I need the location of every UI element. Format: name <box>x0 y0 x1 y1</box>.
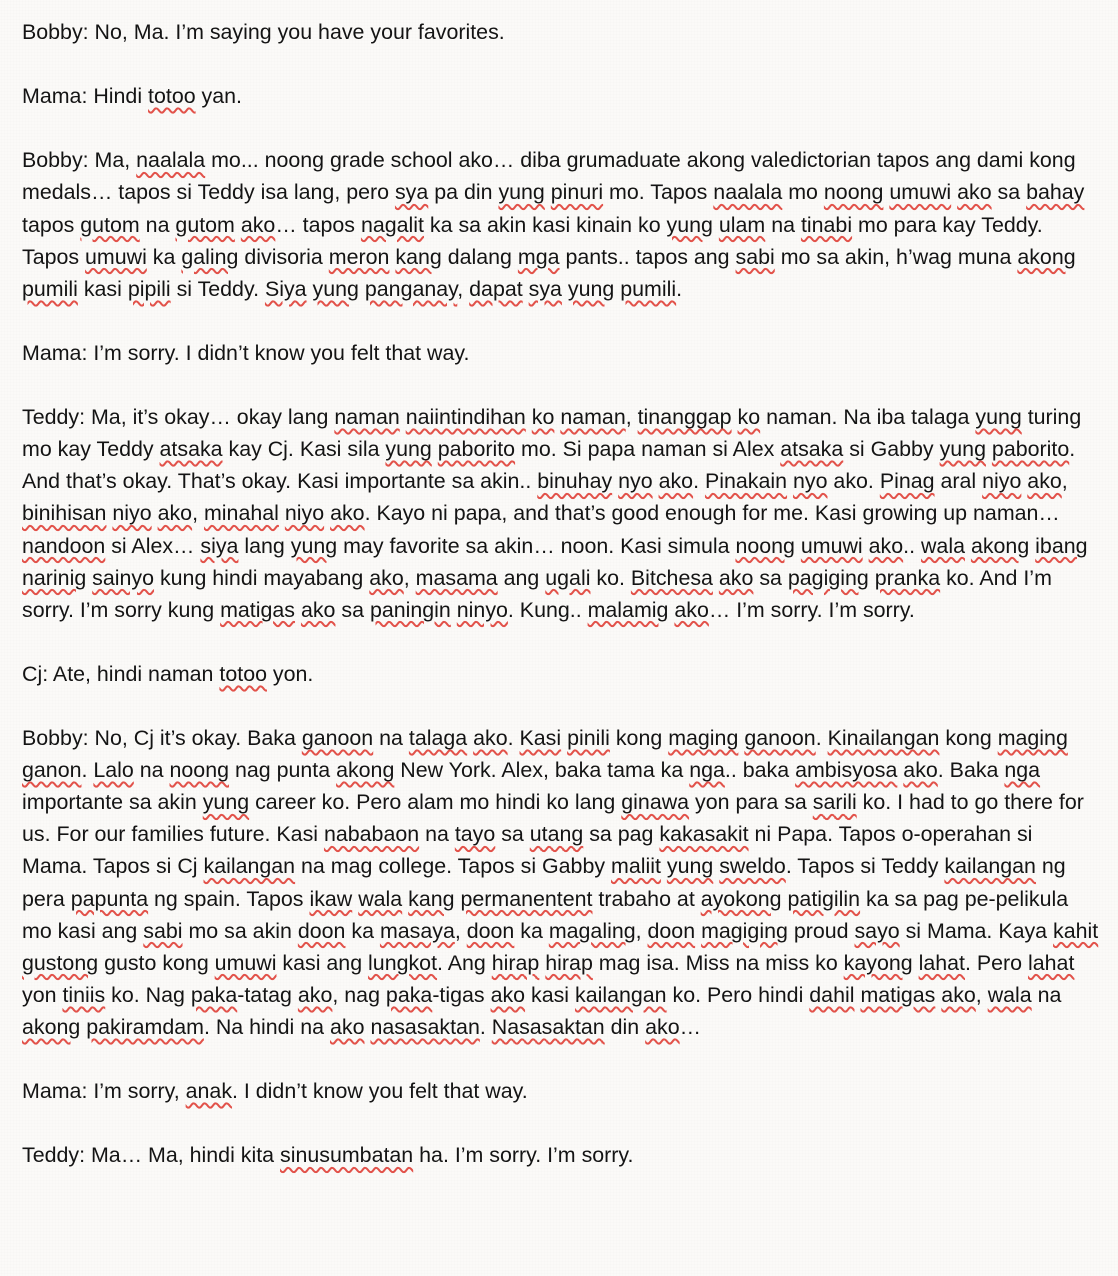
misspelled-word[interactable]: sya <box>528 276 562 301</box>
misspelled-word[interactable]: ako <box>1027 469 1062 494</box>
misspelled-word[interactable]: sarili <box>812 790 857 815</box>
misspelled-word[interactable]: paka <box>190 982 238 1007</box>
misspelled-word[interactable]: masaya <box>379 918 455 943</box>
misspelled-word[interactable]: minahal <box>203 501 279 526</box>
misspelled-word[interactable]: binuhay <box>537 469 613 494</box>
misspelled-word[interactable]: paningin <box>369 597 451 622</box>
misspelled-word[interactable]: ugali <box>545 565 591 590</box>
line-speaker: Bobby <box>22 148 83 173</box>
dialogue-line: Teddy: Ma… Ma, hindi kita sinusumbatan ha. I’m sorry. I’m sorry. <box>22 1143 634 1168</box>
misspelled-word[interactable]: maging <box>997 726 1068 751</box>
misspelled-word[interactable]: doon <box>297 918 346 943</box>
misspelled-word[interactable]: lahat <box>1028 950 1075 975</box>
misspelled-word[interactable]: totoo <box>219 661 267 686</box>
misspelled-word[interactable]: doon <box>466 918 515 943</box>
misspelled-word[interactable]: akong <box>22 1014 81 1039</box>
misspelled-word[interactable]: ko <box>737 405 761 430</box>
misspelled-word[interactable]: papunta <box>70 886 149 911</box>
misspelled-word[interactable]: malamig <box>587 597 669 622</box>
line-text: Ate, hindi naman totoo yon. <box>52 661 314 686</box>
misspelled-word[interactable]: ako <box>330 501 365 526</box>
misspelled-word[interactable]: yung <box>666 212 713 237</box>
misspelled-word[interactable]: ako <box>240 212 276 237</box>
misspelled-word[interactable]: yung <box>666 854 714 879</box>
misspelled-word[interactable]: tiniis <box>62 982 106 1007</box>
misspelled-word[interactable]: ako <box>868 533 904 558</box>
misspelled-word[interactable]: Kasi <box>519 726 562 751</box>
misspelled-word[interactable]: kang <box>395 244 442 269</box>
misspelled-word[interactable]: wala <box>920 533 965 558</box>
misspelled-word[interactable]: panganay <box>364 276 458 301</box>
misspelled-word[interactable]: sainyo <box>92 565 155 590</box>
misspelled-word[interactable]: gustong <box>22 950 99 975</box>
misspelled-word[interactable]: utang <box>529 822 584 847</box>
misspelled-word[interactable]: ulam <box>718 212 766 237</box>
misspelled-word[interactable]: dapat <box>469 276 523 301</box>
misspelled-word[interactable]: Pinag <box>879 469 935 494</box>
misspelled-word[interactable]: ako <box>903 758 938 783</box>
misspelled-word[interactable]: atsaka <box>159 437 223 462</box>
line-speaker: Mama <box>22 84 82 109</box>
misspelled-word[interactable]: nga <box>1004 758 1041 783</box>
misspelled-word[interactable]: wala <box>358 886 403 911</box>
dialogue-line: Bobby: Ma, naalala mo... noong grade school ako… diba grumaduate akong valedictorian tapos ang dami kong medals… tapos si Teddy isa lang, pero sya pa din yung pinuri mo. Tapos naalala mo noong umuwi ako sa bahay tapos gutom na gutom ako… tapos nagalit ka sa akin kasi kinain ko yung ulam na tinabi mo para kay Teddy. Tapos umuwi ka galing divisoria meron kang dalang mga pants.. tapos ang sabi mo sa akin, h’wag muna akong pumili kasi pipili si Teddy. Siya yung panganay, dapat sya yung pumili. <box>22 148 1085 301</box>
misspelled-word[interactable]: hirap <box>491 950 540 975</box>
misspelled-word[interactable]: nandoon <box>22 533 106 558</box>
misspelled-word[interactable]: nga <box>689 758 725 783</box>
misspelled-word[interactable]: kayong <box>843 950 913 975</box>
misspelled-word[interactable]: ayokong <box>700 886 782 911</box>
misspelled-word[interactable]: akong <box>336 758 395 783</box>
misspelled-word[interactable]: yung <box>567 276 615 301</box>
misspelled-word[interactable]: ako <box>297 982 333 1007</box>
misspelled-word[interactable]: sayo <box>854 918 900 943</box>
misspelled-word[interactable]: umuwi <box>889 180 952 205</box>
misspelled-word[interactable]: magiging <box>701 918 788 943</box>
misspelled-word[interactable]: ganoon <box>744 726 816 751</box>
misspelled-word[interactable]: ako <box>329 1014 365 1039</box>
misspelled-word[interactable]: naalala <box>136 148 206 173</box>
misspelled-word[interactable]: permanentent <box>460 886 593 911</box>
misspelled-word[interactable]: ginawa <box>621 790 690 815</box>
misspelled-word[interactable]: nasasaktan <box>370 1014 480 1039</box>
misspelled-word[interactable]: sya <box>394 180 429 205</box>
line-speaker: Teddy <box>22 405 80 430</box>
misspelled-word[interactable]: ako <box>300 597 336 622</box>
misspelled-word[interactable]: ninyo <box>456 597 508 622</box>
misspelled-word[interactable]: kang <box>408 886 455 911</box>
line-speaker: Cj <box>22 661 43 686</box>
misspelled-word[interactable]: pinuri <box>550 180 604 205</box>
misspelled-word[interactable]: ako <box>369 565 404 590</box>
misspelled-word[interactable]: sinusumbatan <box>280 1143 414 1168</box>
misspelled-word[interactable]: ako <box>473 726 508 751</box>
line-speaker: Teddy <box>22 1143 80 1168</box>
misspelled-word[interactable]: dahil <box>809 982 855 1007</box>
misspelled-word[interactable]: noong <box>169 758 229 783</box>
misspelled-word[interactable]: nyo <box>792 469 828 494</box>
misspelled-word[interactable]: pranka <box>874 565 941 590</box>
misspelled-word[interactable]: pakiramdam <box>86 1014 204 1039</box>
misspelled-word[interactable]: pumili <box>620 276 677 301</box>
misspelled-word[interactable]: mga <box>517 244 560 269</box>
misspelled-word[interactable]: binihisan <box>22 501 107 526</box>
misspelled-word[interactable]: naman <box>560 405 626 430</box>
line-speaker: Mama <box>22 340 82 365</box>
misspelled-word[interactable]: magaling <box>548 918 636 943</box>
misspelled-word[interactable]: yung <box>498 180 545 205</box>
misspelled-word[interactable]: naiintindihan <box>405 405 526 430</box>
dialogue-line: Mama: Hindi totoo yan. <box>22 84 242 109</box>
misspelled-word[interactable]: bahay <box>1026 180 1085 205</box>
misspelled-word[interactable]: naman <box>334 405 400 430</box>
misspelled-word[interactable]: akong <box>1017 244 1076 269</box>
misspelled-word[interactable]: galing <box>181 244 239 269</box>
misspelled-word[interactable]: maliit <box>611 854 661 879</box>
misspelled-word[interactable]: patigilin <box>787 886 861 911</box>
dialogue-line: Bobby: No, Ma. I’m saying you have your favorites. <box>22 20 505 44</box>
misspelled-word[interactable]: doon <box>647 918 696 943</box>
misspelled-word[interactable]: lungkot <box>368 950 438 975</box>
misspelled-word[interactable]: ikaw <box>309 886 353 911</box>
misspelled-word[interactable]: noong <box>735 533 795 558</box>
line-text: No, Ma. I’m saying you have your favorites. <box>94 20 505 44</box>
misspelled-word[interactable]: talaga <box>408 726 468 751</box>
misspelled-word[interactable]: niyo <box>284 501 325 526</box>
misspelled-word[interactable]: atsaka <box>780 437 844 462</box>
dialogue-line: Mama: I’m sorry, anak. I didn’t know you felt that way. <box>22 1079 528 1104</box>
misspelled-word[interactable]: naalala <box>713 180 783 205</box>
misspelled-word[interactable]: ambisyosa <box>795 758 898 783</box>
line-speaker: Mama <box>22 1079 82 1104</box>
misspelled-word[interactable]: umuwi <box>85 244 147 269</box>
misspelled-word[interactable]: maging <box>668 726 739 751</box>
line-speaker: Bobby <box>22 20 83 44</box>
misspelled-word[interactable]: ako <box>658 469 694 494</box>
document <box>22 16 1102 1203</box>
misspelled-word[interactable]: nyo <box>618 469 653 494</box>
misspelled-word[interactable]: tinabi <box>800 212 853 237</box>
misspelled-word[interactable]: narinig <box>22 565 87 590</box>
misspelled-word[interactable]: ko <box>531 405 555 430</box>
dialogue-line: Mama: I’m sorry. I didn’t know you felt that way. <box>22 340 470 365</box>
line-text: No, Cj it’s okay. Baka ganoon na talaga ako. Kasi pinili kong maging ganoon. Kinailangan kong maging ganon. Lalo na noong nag punta akong New York. Alex, baka tama ka nga.. baka ambisyosa ako. Baka nga importante sa akin yung career ko. Pero alam mo hindi ko lang ginawa yon para sa sarili ko. I had to go there for us. For our families future. Kasi nababaon na tayo sa utang sa pag kakasakit ni Papa. Tapos o-operahan si Mama. Tapos si Cj kailangan na mag college. Tapos si Gabby maliit yung sweldo. Tapos si Teddy kailangan ng pera papunta ng spain. Tapos ikaw wala kang permanentent trabaho at ayokong patigilin ka sa pag pe-pelikula mo kasi ang sabi mo sa akin doon ka masaya, doon ka magaling, doon magiging proud sayo si Mama. Kaya kahit gustong gusto kong umuwi kasi ang lungkot. Ang hirap hirap mag isa. Miss na miss ko kayong lahat. Pero lahat yon tiniis ko. Nag paka-tatag ako, nag paka-tigas ako kasi kailangan ko. Pero hindi dahil matigas ako, wala na akong pakiramdam. Na hindi na ako nasasaktan. Nasasaktan din ako… <box>22 726 1099 1039</box>
misspelled-word[interactable]: Siya <box>264 276 307 301</box>
misspelled-word[interactable]: akong <box>970 533 1030 558</box>
misspelled-word[interactable]: matigas <box>220 597 295 622</box>
misspelled-word[interactable]: ibang <box>1035 533 1088 558</box>
misspelled-word[interactable]: kailangan <box>575 982 667 1007</box>
misspelled-word[interactable]: kahit <box>1053 918 1099 943</box>
misspelled-word[interactable]: Nasasaktan <box>491 1014 605 1039</box>
misspelled-word[interactable]: yung <box>202 790 250 815</box>
misspelled-word[interactable]: totoo <box>148 84 196 109</box>
misspelled-word[interactable]: ako <box>957 180 992 205</box>
dialogue-line: Cj: Ate, hindi naman totoo yon. <box>22 661 314 686</box>
misspelled-word[interactable]: meron <box>328 244 390 269</box>
line-speaker: Bobby <box>22 726 83 751</box>
misspelled-word[interactable]: wala <box>987 982 1032 1007</box>
misspelled-word[interactable]: paka <box>385 982 433 1007</box>
misspelled-word[interactable]: yung <box>939 437 986 462</box>
misspelled-word[interactable]: ako <box>157 501 193 526</box>
misspelled-word[interactable]: nababaon <box>323 822 420 847</box>
line-text: I’m sorry. I didn’t know you felt that way. <box>93 340 470 365</box>
misspelled-word[interactable]: sabi <box>143 918 183 943</box>
line-text: Hindi totoo yan. <box>93 84 242 109</box>
dialogue-line: Bobby: No, Cj it’s okay. Baka ganoon na talaga ako. Kasi pinili kong maging ganoon. Kinailangan kong maging ganon. Lalo na noong nag punta akong New York. Alex, baka tama ka nga.. baka ambisyosa ako. Baka nga importante sa akin yung career ko. Pero alam mo hindi ko lang ginawa yon para sa sarili ko. I had to go there for us. For our families future. Kasi nababaon na tayo sa utang sa pag kakasakit ni Papa. Tapos o-operahan si Mama. Tapos si Cj kailangan na mag college. Tapos si Gabby maliit yung sweldo. Tapos si Teddy kailangan ng pera papunta ng spain. Tapos ikaw wala kang permanentent trabaho at ayokong patigilin ka sa pag pe-pelikula mo kasi ang sabi mo sa akin doon ka masaya, doon ka magaling, doon magiging proud sayo si Mama. Kaya kahit gustong gusto kong umuwi kasi ang lungkot. Ang hirap hirap mag isa. Miss na miss ko kayong lahat. Pero lahat yon tiniis ko. Nag paka-tatag ako, nag paka-tigas ako kasi kailangan ko. Pero hindi dahil matigas ako, wala na akong pakiramdam. Na hindi na ako nasasaktan. Nasasaktan din ako… <box>22 726 1099 1039</box>
misspelled-word[interactable]: tayo <box>454 822 496 847</box>
misspelled-word[interactable]: umuwi <box>214 950 277 975</box>
misspelled-word[interactable]: nagalit <box>360 212 424 237</box>
misspelled-word[interactable]: niyo <box>982 469 1022 494</box>
misspelled-word[interactable]: pagiging <box>787 565 869 590</box>
misspelled-word[interactable]: yung <box>975 405 1022 430</box>
misspelled-word[interactable]: paborito <box>437 437 516 462</box>
misspelled-word[interactable]: pumili <box>22 276 78 301</box>
misspelled-word[interactable]: ganon <box>22 758 82 783</box>
misspelled-word[interactable]: ako <box>941 982 976 1007</box>
line-text: Ma… Ma, hindi kita sinusumbatan ha. I’m sorry. I’m sorry. <box>90 1143 634 1168</box>
misspelled-word[interactable]: Bitchesa <box>630 565 713 590</box>
dialogue-line: Teddy: Ma, it’s okay… okay lang naman naiintindihan ko naman, tinanggap ko naman. Na iba talaga yung turing mo kay Teddy atsaka kay Cj. Kasi sila yung paborito mo. Si papa naman si Alex atsaka si Gabby yung paborito. And that’s okay. That’s okay. Kasi importante sa akin.. binuhay nyo ako. Pinakain nyo ako. Pinag aral niyo ako, binihisan niyo ako, minahal niyo ako. Kayo ni papa, and that’s good enough for me. Kasi growing up naman… nandoon si Alex… siya lang yung may favorite sa akin… noon. Kasi simula noong umuwi ako.. wala akong ibang narinig sainyo kung hindi mayabang ako, masama ang ugali ko. Bitchesa ako sa pagiging pranka ko. And I’m sorry. I’m sorry kung matigas ako sa paningin ninyo. Kung.. malamig ako… I’m sorry. I’m sorry. <box>22 405 1088 622</box>
misspelled-word[interactable]: yung <box>312 276 359 301</box>
misspelled-word[interactable]: gutom <box>80 212 140 237</box>
misspelled-word[interactable]: kakasakit <box>659 822 749 847</box>
misspelled-word[interactable]: sabi <box>735 244 775 269</box>
misspelled-word[interactable]: masama <box>415 565 498 590</box>
misspelled-word[interactable]: hirap <box>545 950 593 975</box>
line-text: I’m sorry, anak. I didn’t know you felt that way. <box>93 1079 528 1104</box>
misspelled-word[interactable]: ako <box>645 1014 680 1039</box>
misspelled-word[interactable]: pinili <box>567 726 610 751</box>
misspelled-word[interactable]: Pinakain <box>704 469 788 494</box>
misspelled-word[interactable]: yung <box>385 437 432 462</box>
misspelled-word[interactable]: ganoon <box>301 726 374 751</box>
misspelled-word[interactable]: yung <box>290 533 338 558</box>
misspelled-word[interactable]: ako <box>718 565 754 590</box>
misspelled-word[interactable]: paborito <box>991 437 1070 462</box>
misspelled-word[interactable]: ako <box>490 982 526 1007</box>
misspelled-word[interactable]: lahat <box>918 950 965 975</box>
line-text: Ma, it’s okay… okay lang naman naiintindihan ko naman, tinanggap ko naman. Na iba talaga yung turing mo kay Teddy atsaka kay Cj. Kasi sila yung paborito mo. Si papa naman si Alex atsaka si Gabby yung paborito. And that’s okay. That’s okay. Kasi importante sa akin.. binuhay nyo ako. Pinakain nyo ako. Pinag aral niyo ako, binihisan niyo ako, minahal niyo ako. Kayo ni papa, and that’s good enough for me. Kasi growing up naman… nandoon si Alex… siya lang yung may favorite sa akin… noon. Kasi simula noong umuwi ako.. wala akong ibang narinig sainyo kung hindi mayabang ako, masama ang ugali ko. Bitchesa ako sa pagiging pranka ko. And I’m sorry. I’m sorry kung matigas ako sa paningin ninyo. Kung.. malamig ako… I’m sorry. I’m sorry. <box>22 405 1088 622</box>
line-text: Ma, naalala mo... noong grade school ako… diba grumaduate akong valedictorian tapos ang dami kong medals… tapos si Teddy isa lang, pero sya pa din yung pinuri mo. Tapos naalala mo noong umuwi ako sa bahay tapos gutom na gutom ako… tapos nagalit ka sa akin kasi kinain ko yung ulam na tinabi mo para kay Teddy. Tapos umuwi ka galing divisoria meron kang dalang mga pants.. tapos ang sabi mo sa akin, h’wag muna akong pumili kasi pipili si Teddy. Siya yung panganay, dapat sya yung pumili. <box>22 148 1085 301</box>
misspelled-word[interactable]: siya <box>200 533 239 558</box>
misspelled-word[interactable]: kailangan <box>944 854 1036 879</box>
misspelled-word[interactable]: ako <box>674 597 709 622</box>
misspelled-word[interactable]: sweldo <box>719 854 786 879</box>
misspelled-word[interactable]: matigas <box>860 982 936 1007</box>
misspelled-word[interactable]: tinanggap <box>637 405 732 430</box>
misspelled-word[interactable]: anak <box>185 1079 233 1104</box>
misspelled-word[interactable]: gutom <box>175 212 235 237</box>
misspelled-word[interactable]: kailangan <box>203 854 296 879</box>
misspelled-word[interactable]: Lalo <box>93 758 134 783</box>
misspelled-word[interactable]: niyo <box>112 501 152 526</box>
misspelled-word[interactable]: umuwi <box>800 533 863 558</box>
misspelled-word[interactable]: Kinailangan <box>827 726 940 751</box>
misspelled-word[interactable]: pipili <box>127 276 171 301</box>
misspelled-word[interactable]: noong <box>823 180 884 205</box>
